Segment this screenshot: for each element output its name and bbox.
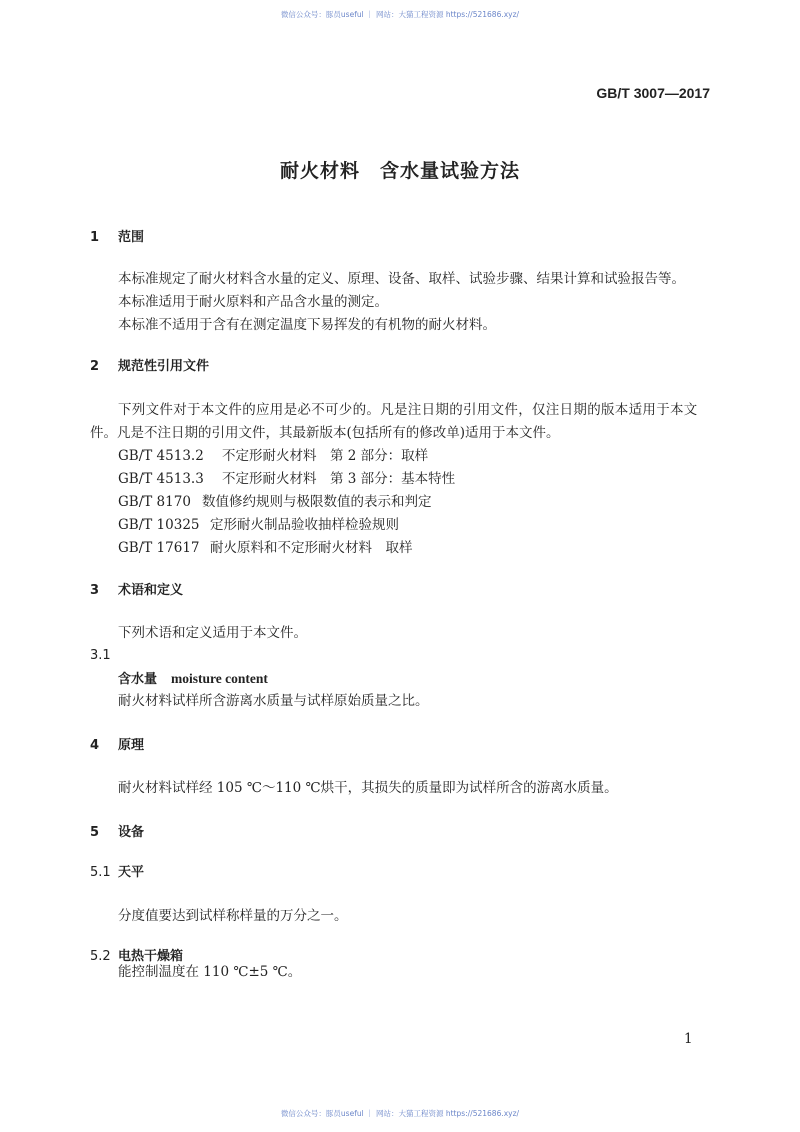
reference-title: 数值修约规则与极限数值的表示和判定	[202, 494, 432, 510]
paragraph: 下列术语和定义适用于本文件。	[118, 625, 307, 641]
watermark-top: 微信公众号：豚员useful ｜ 网站：大猫工程资源 https://521686.xyz/	[280, 10, 520, 19]
page-number: 1	[684, 1031, 693, 1047]
section-number: 5	[90, 825, 100, 840]
subsection-title: 天平	[118, 865, 145, 880]
reference-item	[118, 470, 455, 488]
paragraph: 能控制温度在 110 ℃±5 ℃。	[118, 964, 302, 980]
section-5-heading	[90, 824, 144, 842]
section-title: 范围	[118, 230, 145, 245]
reference-item	[118, 539, 413, 557]
reference-code: GB/T 8170	[118, 494, 191, 510]
reference-title: 不定形耐火材料 第 3 部分：基本特性	[222, 471, 456, 487]
paragraph: 耐火材料试样经 105 ℃～110 ℃烘干，其损失的质量即为试样所含的游离水质量。	[118, 780, 618, 796]
reference-title: 定形耐火制品验收抽样检验规则	[210, 517, 399, 533]
paragraph: 本标准不适用于含有在测定温度下易挥发的有机物的耐火材料。	[118, 317, 496, 333]
subsection-number: 5.2	[90, 949, 111, 964]
reference-code: GB/T 4513.2	[118, 448, 204, 464]
paragraph: 件。凡是不注日期的引用文件，其最新版本(包括所有的修改单)适用于本文件。	[90, 425, 560, 441]
paragraph: 本标准规定了耐火材料含水量的定义、原理、设备、取样、试验步骤、结果计算和试验报告等。	[118, 271, 685, 287]
watermark-bottom: 微信公众号：豚员useful ｜ 网站：大猫工程资源 https://521686.xyz/	[280, 1109, 520, 1118]
subsection-number: 5.1	[90, 865, 111, 880]
paragraph: 分度值要达到试样称样量的万分之一。	[118, 908, 348, 924]
paragraph: 本标准适用于耐火原料和产品含水量的测定。	[118, 294, 388, 310]
section-title: 术语和定义	[118, 583, 184, 598]
reference-code: GB/T 17617	[118, 540, 200, 556]
reference-item	[118, 447, 428, 465]
term-cn: 含水量	[118, 672, 158, 687]
reference-title: 不定形耐火材料 第 2 部分：取样	[222, 448, 429, 464]
reference-code: GB/T 4513.3	[118, 471, 204, 487]
section-4-heading	[90, 737, 144, 755]
reference-item	[118, 493, 432, 511]
section-title: 规范性引用文件	[118, 359, 210, 374]
term-en: moisture content	[171, 671, 268, 686]
reference-code: GB/T 10325	[118, 517, 200, 533]
section-title: 原理	[118, 738, 145, 753]
section-1-heading	[90, 229, 144, 247]
section-title: 设备	[118, 825, 145, 840]
subsection-title: 电热干燥箱	[118, 949, 184, 964]
section-3-heading	[90, 582, 183, 600]
reference-item	[118, 516, 399, 534]
term	[118, 670, 268, 689]
document-title: 耐火材料 含水量试验方法	[279, 160, 520, 182]
subsection-number: 3.1	[90, 648, 111, 663]
section-number: 2	[90, 359, 100, 374]
subsection-5-1-heading	[90, 864, 144, 882]
reference-title: 耐火原料和不定形耐火材料 取样	[210, 540, 413, 556]
section-number: 4	[90, 738, 100, 753]
section-number: 3	[90, 583, 100, 598]
section-2-heading	[90, 358, 209, 376]
standard-number: GB/T 3007—2017	[596, 85, 710, 101]
section-number: 1	[90, 230, 100, 245]
paragraph: 下列文件对于本文件的应用是必不可少的。凡是注日期的引用文件，仅注日期的版本适用于本文	[118, 402, 698, 418]
definition: 耐火材料试样所含游离水质量与试样原始质量之比。	[118, 693, 429, 709]
